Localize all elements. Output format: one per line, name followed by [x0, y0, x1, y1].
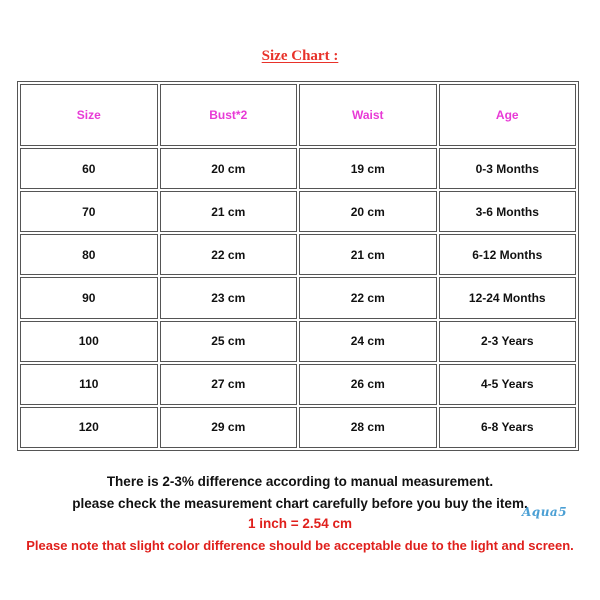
header-waist: Waist	[299, 84, 437, 146]
cell-waist: 28 cm	[299, 407, 437, 448]
cell-age: 12-24 Months	[439, 277, 577, 318]
cell-bust: 20 cm	[160, 148, 298, 189]
cell-age: 0-3 Months	[439, 148, 577, 189]
cell-waist: 19 cm	[299, 148, 437, 189]
cell-waist: 21 cm	[299, 234, 437, 275]
table-row	[20, 234, 576, 275]
cell-waist: 24 cm	[299, 321, 437, 362]
inch-conversion-note: 1 inch = 2.54 cm	[248, 516, 352, 531]
cell-bust: 23 cm	[160, 277, 298, 318]
size-chart-table	[17, 81, 579, 451]
cell-age: 3-6 Months	[439, 191, 577, 232]
table-row	[20, 277, 576, 318]
table-row	[20, 321, 576, 362]
header-size: Size	[20, 84, 158, 146]
cell-age: 4-5 Years	[439, 364, 577, 405]
cell-size: 110	[20, 364, 158, 405]
cell-waist: 22 cm	[299, 277, 437, 318]
header-age: Age	[439, 84, 577, 146]
cell-waist: 20 cm	[299, 191, 437, 232]
table-row	[20, 407, 576, 448]
cell-bust: 27 cm	[160, 364, 298, 405]
cell-bust: 22 cm	[160, 234, 298, 275]
cell-bust: 21 cm	[160, 191, 298, 232]
cell-age: 6-12 Months	[439, 234, 577, 275]
table-row	[20, 191, 576, 232]
cell-size: 80	[20, 234, 158, 275]
cell-size: 100	[20, 321, 158, 362]
cell-age: 6-8 Years	[439, 407, 577, 448]
cell-size: 90	[20, 277, 158, 318]
cell-age: 2-3 Years	[439, 321, 577, 362]
cell-bust: 29 cm	[160, 407, 298, 448]
header-bust: Bust*2	[160, 84, 298, 146]
color-difference-note: Please note that slight color difference should be acceptable due to the light and screen.	[26, 538, 574, 553]
cell-size: 70	[20, 191, 158, 232]
cell-waist: 26 cm	[299, 364, 437, 405]
brand-logo: Aqua5	[522, 505, 568, 519]
table-header-row	[20, 84, 576, 146]
size-chart-title: Size Chart :	[261, 48, 339, 64]
measurement-difference-note: There is 2-3% difference according to manual measurement.	[106, 474, 494, 489]
cell-size: 120	[20, 407, 158, 448]
table-row	[20, 148, 576, 189]
cell-size: 60	[20, 148, 158, 189]
check-chart-note: please check the measurement chart carefully before you buy the item.	[72, 496, 528, 511]
cell-bust: 25 cm	[160, 321, 298, 362]
table-row	[20, 364, 576, 405]
